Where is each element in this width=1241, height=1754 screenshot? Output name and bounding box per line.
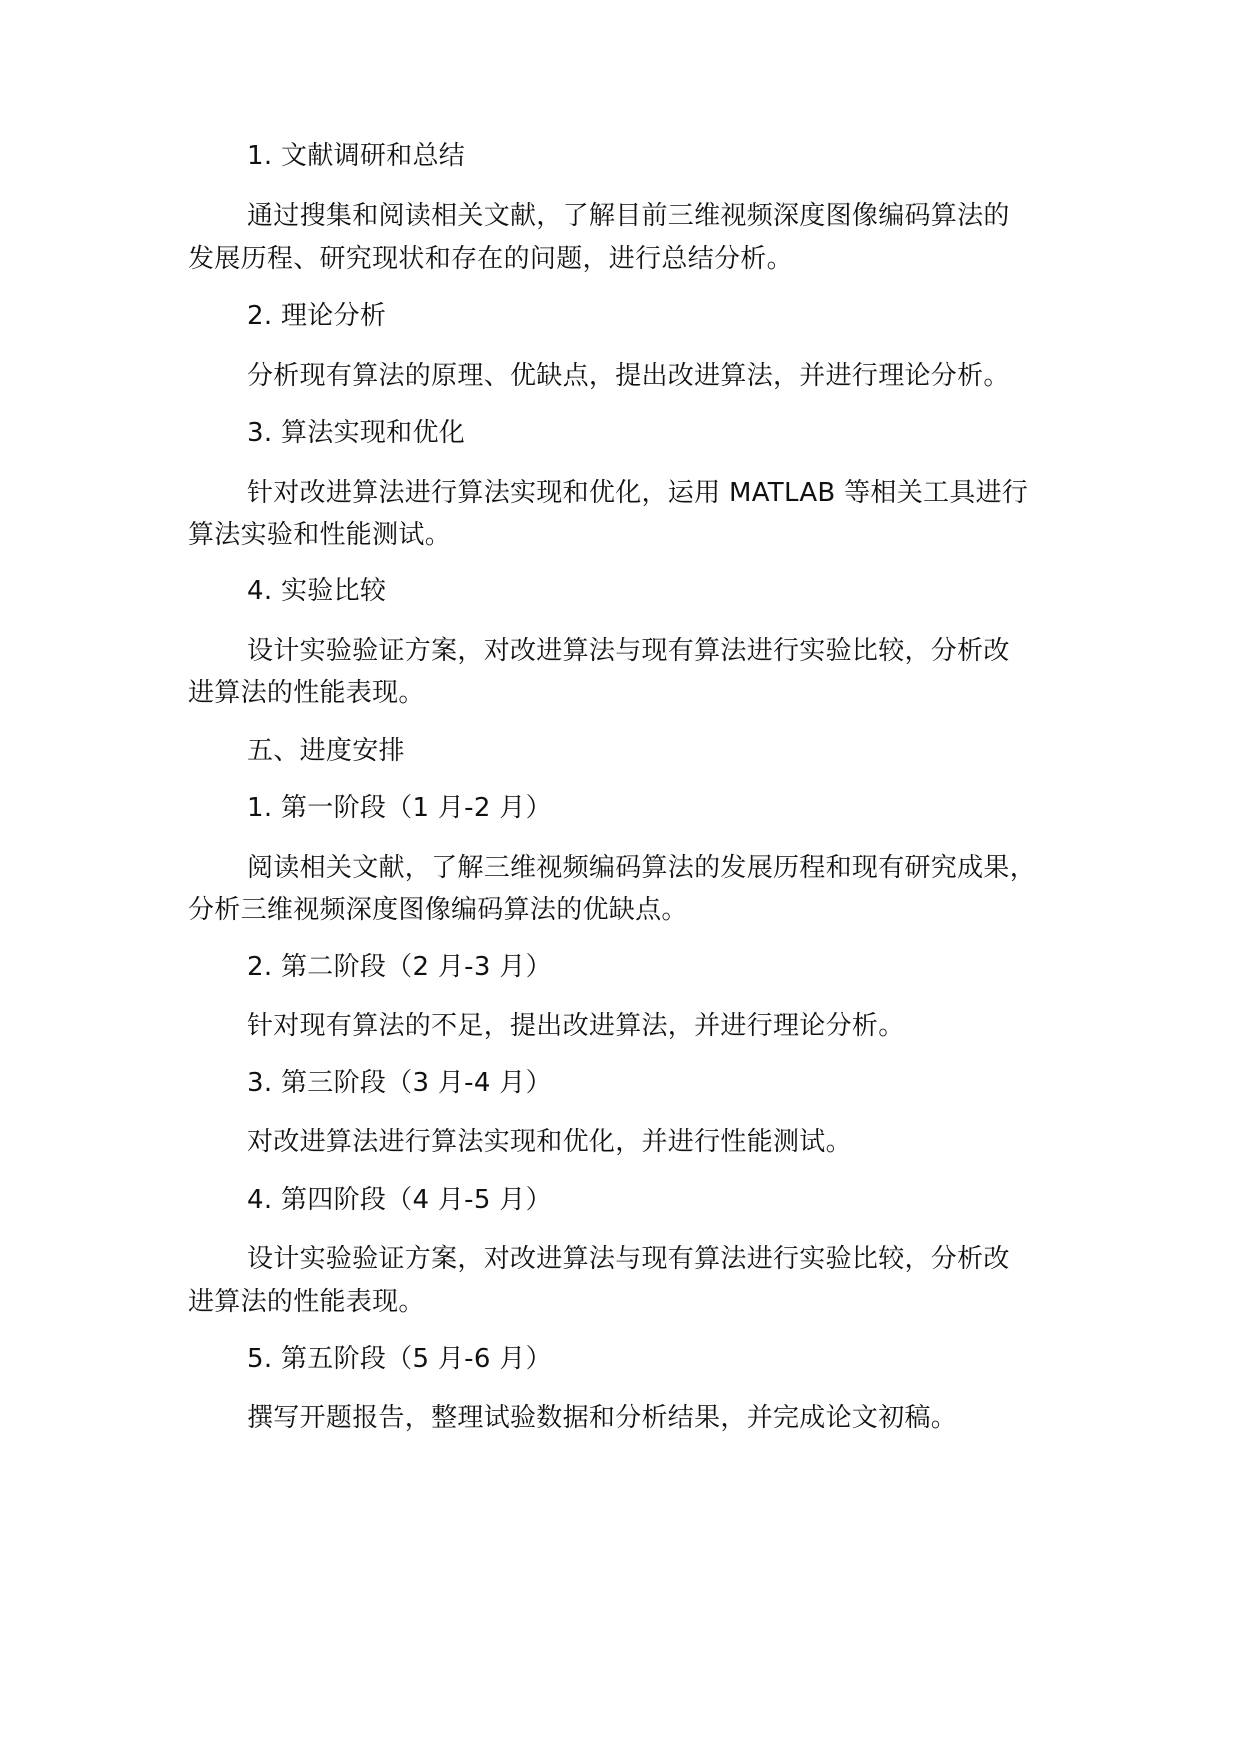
section-heading-experiment: 4. 实验比较 bbox=[247, 576, 387, 606]
section-heading-theory: 2. 理论分析 bbox=[247, 301, 387, 331]
stage4-paragraph-line1: 设计实验验证方案，对改进算法与现有算法进行实验比较，分析改 bbox=[247, 1244, 1010, 1274]
stage2-heading: 2. 第二阶段（2 月-3 月） bbox=[247, 952, 552, 982]
stage4-heading: 4. 第四阶段（4 月-5 月） bbox=[247, 1185, 552, 1215]
stage1-paragraph-line1: 阅读相关文献，了解三维视频编码算法的发展历程和现有研究成果， bbox=[247, 853, 1037, 883]
paragraph-experiment-line2: 进算法的性能表现。 bbox=[188, 678, 425, 708]
paragraph-implementation-line1: 针对改进算法进行算法实现和优化，运用 MATLAB 等相关工具进行 bbox=[247, 478, 1029, 508]
section-heading-implementation: 3. 算法实现和优化 bbox=[247, 418, 466, 448]
stage3-heading: 3. 第三阶段（3 月-4 月） bbox=[247, 1068, 552, 1098]
stage5-paragraph-line1: 撰写开题报告，整理试验数据和分析结果，并完成论文初稿。 bbox=[247, 1403, 958, 1433]
section-heading-schedule: 五、进度安排 bbox=[247, 736, 405, 766]
paragraph-experiment-line1: 设计实验验证方案，对改进算法与现有算法进行实验比较，分析改 bbox=[247, 636, 1010, 666]
stage2-paragraph-line1: 针对现有算法的不足，提出改进算法，并进行理论分析。 bbox=[247, 1011, 905, 1041]
stage1-heading: 1. 第一阶段（1 月-2 月） bbox=[247, 793, 552, 823]
stage4-paragraph-line2: 进算法的性能表现。 bbox=[188, 1287, 425, 1317]
stage3-paragraph-line1: 对改进算法进行算法实现和优化，并进行性能测试。 bbox=[247, 1127, 852, 1157]
paragraph-theory-line1: 分析现有算法的原理、优缺点，提出改进算法，并进行理论分析。 bbox=[247, 361, 1010, 391]
paragraph-literature-line2: 发展历程、研究现状和存在的问题，进行总结分析。 bbox=[188, 244, 793, 274]
paragraph-implementation-line2: 算法实验和性能测试。 bbox=[188, 520, 452, 550]
stage1-paragraph-line2: 分析三维视频深度图像编码算法的优缺点。 bbox=[188, 895, 688, 925]
section-heading-literature: 1. 文献调研和总结 bbox=[247, 141, 466, 171]
paragraph-literature-line1: 通过搜集和阅读相关文献，了解目前三维视频深度图像编码算法的 bbox=[247, 201, 1010, 231]
stage5-heading: 5. 第五阶段（5 月-6 月） bbox=[247, 1344, 552, 1374]
